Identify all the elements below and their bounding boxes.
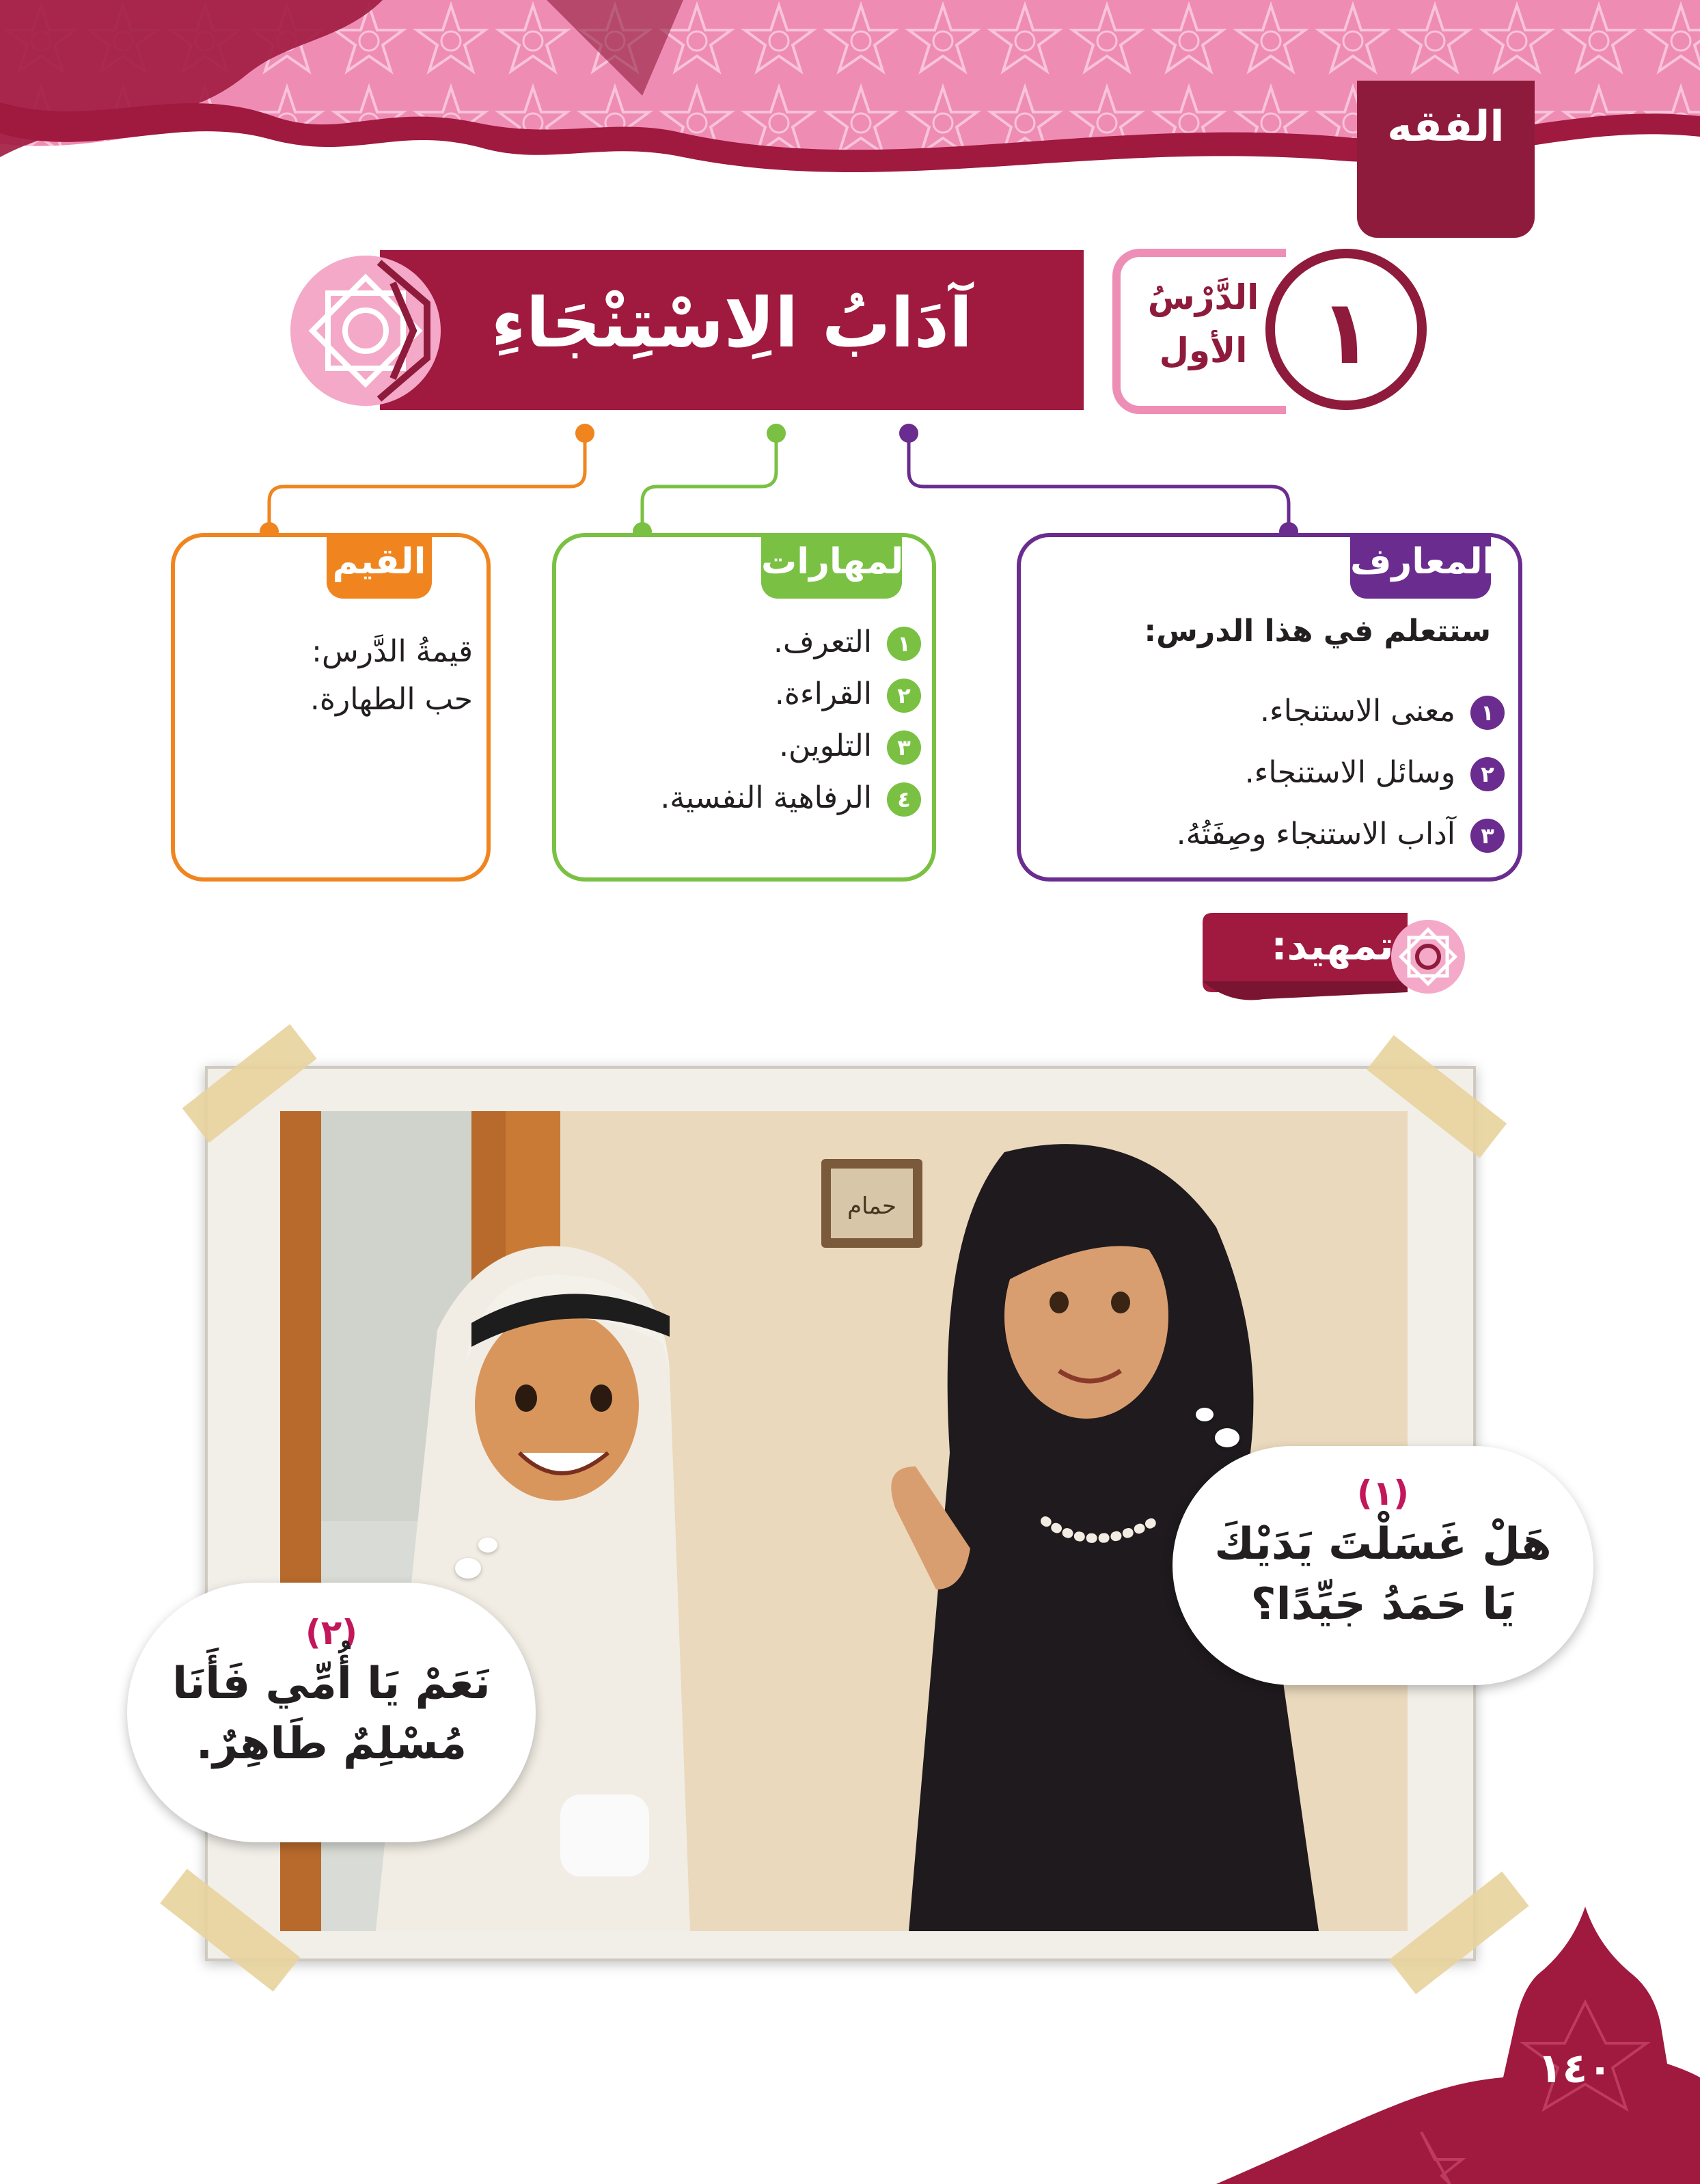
topic-connectors xyxy=(0,410,1700,547)
tape-corner-icon xyxy=(1360,1025,1524,1162)
values-line1: قيمةُ الدَّرس: xyxy=(312,634,473,669)
bubble-number: (٢) xyxy=(305,1613,358,1652)
list-number: ٣ xyxy=(1470,819,1505,853)
bubble-line: يَا حَمَدُ جَيِّدًا؟ xyxy=(1250,1579,1516,1630)
page-number: ١٤٠ xyxy=(1537,2045,1613,2092)
bathroom-sign xyxy=(821,1159,922,1248)
lesson-label-line2: الأول xyxy=(1159,331,1248,370)
list-number: ٣ xyxy=(887,731,921,765)
lesson-number: ١ xyxy=(1319,280,1373,384)
lesson-title-bar xyxy=(380,250,1084,410)
list-item xyxy=(1177,681,1505,742)
values-line2: حب الطهارة. xyxy=(310,682,473,717)
list-item-text: التعرف. xyxy=(773,625,872,659)
list-number: ٤ xyxy=(887,782,921,817)
rosette-ornament-icon xyxy=(280,249,451,413)
speech-bubble-son xyxy=(127,1583,536,1842)
speech-bubble-mother xyxy=(1173,1446,1593,1685)
knowledge-intro: ستتعلم في هذا الدرس: xyxy=(1144,614,1491,649)
footer-dome-ornament xyxy=(1216,1907,1700,2184)
skills-list xyxy=(660,616,921,824)
list-number: ١ xyxy=(887,627,921,661)
lesson-label-line1: الدَّرْسُ xyxy=(1147,277,1259,317)
tape-corner-icon xyxy=(168,1018,318,1155)
list-item xyxy=(660,720,921,772)
skills-title: المهارات xyxy=(761,533,902,599)
thought-dot xyxy=(1215,1428,1239,1447)
list-number: ٢ xyxy=(887,679,921,713)
list-number: ١ xyxy=(1470,696,1505,730)
lesson-label-box xyxy=(1112,249,1286,414)
skills-box xyxy=(552,533,936,882)
list-item-text: القراءة. xyxy=(774,677,872,711)
bubble-number: (١) xyxy=(1356,1473,1410,1513)
tape-corner-icon xyxy=(153,1859,317,1995)
bubble-line: مُسْلِمٌ طَاهِرٌ. xyxy=(195,1719,467,1769)
svg-text:حمام: حمام xyxy=(847,1192,897,1220)
lesson-number-badge xyxy=(1265,249,1427,410)
bubble-line: نَعَمْ يَا أُمِّي فَأَنَا xyxy=(172,1659,491,1709)
list-item xyxy=(660,668,921,720)
lesson-title: آدَابُ الِاسْتِنْجَاءِ xyxy=(491,283,973,363)
list-item xyxy=(1177,742,1505,804)
list-item-text: التلوين. xyxy=(779,728,872,763)
list-item xyxy=(660,772,921,824)
thought-dot xyxy=(1196,1408,1214,1421)
subject-tab xyxy=(1357,81,1535,238)
list-item-text: الرفاهية النفسية. xyxy=(660,780,872,815)
knowledge-list xyxy=(1177,681,1505,865)
list-item xyxy=(660,616,921,668)
list-number: ٢ xyxy=(1470,757,1505,791)
values-box xyxy=(171,533,491,882)
intro-label: تمهيد: xyxy=(1271,923,1394,969)
values-title: القيم xyxy=(327,533,432,599)
list-item xyxy=(1177,804,1505,865)
thought-dot xyxy=(478,1538,497,1553)
list-item-text: معنى الاستنجاء. xyxy=(1260,694,1455,728)
list-item-text: وسائل الاستنجاء. xyxy=(1244,755,1455,790)
knowledge-title: المعارف xyxy=(1350,533,1491,599)
bubble-line: هَلْ غَسَلْتَ يَدَيْكَ xyxy=(1214,1519,1552,1570)
subject-label: الفقه xyxy=(1387,101,1505,151)
knowledge-box xyxy=(1017,533,1522,882)
list-item-text: آداب الاستنجاء وصِفَتُهُ. xyxy=(1176,817,1455,851)
thought-dot xyxy=(455,1558,481,1579)
